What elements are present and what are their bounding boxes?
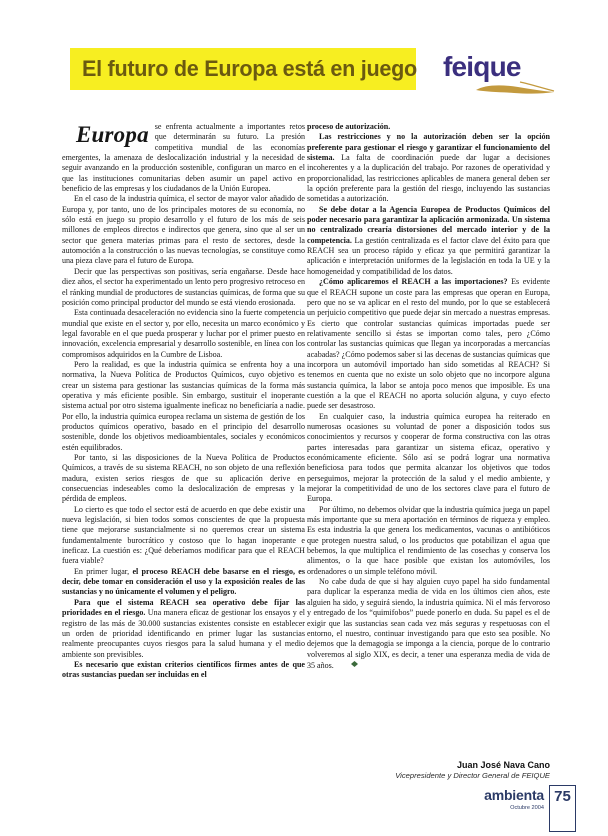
body-text: La gestión centralizada es el factor clave del éxito para que REACH sea un proceso rápido y eficaz ya que permitirá garantizar la aplicación e interpretación uniformes de la legislación en toda la UE y la homogeneidad y compatibilidad de los datos. — [307, 235, 550, 276]
article-paragraph — [62, 598, 305, 660]
emphasis-text: el proceso REACH debe basarse en el riesgo, es decir, debe tomar en consideración el uso y la exposición reales de las sustancias y no únicamente el volumen y el peligro. — [62, 566, 305, 597]
end-of-article-icon — [339, 660, 346, 666]
article-paragraph — [62, 360, 305, 453]
article-paragraph — [307, 412, 550, 505]
feique-wordmark: feique — [443, 51, 521, 82]
page-title: El futuro de Europa está en juego — [82, 56, 417, 81]
body-text: Es evidente que el REACH supone un coste para las empresas que operan en Europa, pero que no se va aplicar en el resto del mundo, por lo que se establecerá un perjuicio competitivo que puede dejar sin mercado a nuestras empresas. Es cierto que controlar sustancias químicas importadas puede ser relativamente sencillo si éstas se importan como tales, pero ¿Cómo controlar las sustancias químicas que llegan ya incorporadas a mercancías acabadas? ¿Cómo podemos saber si las decenas de sustancias químicas que incorpora un automóvil importado han sido sometidas al REACH? Si tenemos en cuenta que no existe un solo objeto que no incorpore alguna sustancia química, la labor se antoja poco menos que imposible. Es una cuestión a la que el REACH no aporta solución alguna, y cuyo efecto puede ser desastroso. — [307, 277, 550, 411]
emphasis-text: proceso de autorización. — [307, 122, 391, 131]
body-text: Decir que las perspectivas son positivas, sería engañarse. Desde hace diez años, el sector ha experimentado un lento pero progresivo retroceso en el ránking mundial de productores de sustancias químicas, de forma que su posición como principal productor del mundo se está viendo erosionada. — [62, 266, 305, 307]
emphasis-text: Se debe dotar a la Agencia Europea de Productos Químicos del poder necesario para garantizar la aplicación armonizada. Un sistema no centralizado crearía distorsiones del mercado interior y de la competencia. — [307, 204, 550, 245]
swoosh-icon — [474, 79, 556, 95]
article-column-left — [62, 122, 305, 681]
body-text: Por tanto, si las disposiciones de la Nueva Política de Productos Químicos, a través de su sistema REACH, no son objeto de una reflexión madura, existen serios riesgos de que su aplicación derive en consecuencias indeseables como la deslocalización de empresas y la pérdida de empleos. — [62, 453, 305, 504]
article-paragraph — [307, 132, 550, 204]
author-signature — [307, 760, 550, 781]
body-text: No cabe duda de que si hay alguien cuyo papel ha sido fundamental para duplicar la esperanza media de vida en los últimos cien años, este alguien ha sido, y seguirá siendo, la industria química. Ni el más fervoroso y entregado de los “quimifobos” puede ponerlo en duda. Su papel es el de exigir que las sustancias sean cada vez más seguras y respetuosas con el entorno, el nuestro, continuar investigando para que esto sea posible. No dejemos que la demagogia se imponga a la ciencia, porque de lo contrario volveremos al siglo XIX, es decir, a tener una esperanza media de vida de 35 años. — [307, 577, 550, 670]
article-paragraph — [62, 453, 305, 505]
feique-logo — [443, 52, 561, 98]
article-paragraph — [307, 205, 550, 277]
emphasis-text: Es necesario que existan criterios científicos firmes antes de que otras sustancias puedan ser incluidas en el — [62, 659, 305, 680]
emphasis-text: ¿Cómo aplicaremos el REACH a las importaciones? — [319, 277, 512, 287]
article-paragraph — [62, 122, 305, 194]
title-banner — [70, 48, 416, 90]
body-text: Pero la realidad, es que la industria química se enfrenta hoy a una normativa, la Nueva Política de Productos Químicos, cuyo objetivo es crear un sistema para gestionar las sustancias químicas de la forma más operativa y más eficiente posible. Sin embargo, sustituir el inoperante sistema actual por otro sistema igualmente ineficaz no beneficiaría a nadie. Por ello, la industria química europea reclama un sistema de gestión de los productos químicos operativo, basado en el principio del desarrollo sostenible, donde los objetivos medioambientales, sociales y económicos estén equilibrados. — [62, 359, 305, 452]
body-text: Esta continuada desaceleración no evidencia sino la fuerte competencia mundial que existe en el sector y, por ello, necesita un marco económico y legal favorable en el que pueda prosperar y luchar por el primer puesto en innovación, excelencia empresarial y desarrollo sostenible, en línea con los compromisos adquiridos en la Cumbre de Lisboa. — [62, 308, 305, 359]
body-text: Por último, no debemos olvidar que la industria química juega un papel más importante que su mera aportación en términos de riqueza y empleo. Es esta industria la que genera los medicamentos, vacunas o antibióticos que protegen nuestra salud, o los productos que potabilizan el agua que bebemos, la que multiplica el rendimiento de las cosechas y conserva los alimentos, o la que hace posible que existan los automóviles, los ordenadores o un simple teléfono móvil. — [307, 504, 550, 576]
article-paragraph — [62, 267, 305, 308]
page-header — [0, 0, 608, 110]
body-text: En cualquier caso, la industria química europea ha reiterado en numerosas ocasiones su voluntad de poner a disposición todos sus conocimientos y recursos y cooperar de forma constructiva con las otras partes interesadas para garantizar un sistema eficaz, operativo y económicamente eficiente. Sólo así se podrá lograr una normativa beneficiosa para todos que permita alcanzar los objetivos que todos perseguimos, mejorar la protección de la salud y el medio ambiente, y mejorar la competitividad de uno de los sectores clave para el futuro de Europa. — [307, 411, 550, 504]
body-text: Una manera eficaz de gestionar los ensayos y el registro de las más de 30.000 sustancias existentes consiste en establecer un orden de prioridad identificando en primer lugar las sustancias realmente preocupantes cuyos riesgos para la salud humana y el medio ambiente son previsibles. — [62, 608, 306, 659]
article-paragraph — [307, 277, 550, 411]
article-paragraph — [307, 505, 550, 577]
article-paragraph — [62, 505, 305, 567]
article-paragraph — [307, 122, 550, 132]
footer-brand-block — [484, 788, 544, 812]
article-paragraph — [62, 660, 305, 681]
author-name: Juan José Nava Cano — [456, 760, 550, 770]
body-text: En el caso de la industria química, el sector de mayor valor añadido de Europa y, por tanto, uno de los principales motores de su economía, no sólo está en juego su propio desarrollo y el futuro de los más de seis millones de empleos directos e indirectos que genera, sino que al ser un sector que genera materias primas para el resto de sectores, desde la automoción a la construcción o las nuevas tecnologías, se constituye como una pieza clave para el futuro de Europa. — [62, 194, 305, 266]
article-paragraph — [307, 577, 550, 671]
article-paragraph — [62, 194, 305, 266]
article-column-right — [307, 122, 550, 671]
author-role: Vicepresidente y Director General de FEIQUE — [395, 771, 550, 780]
page-footer — [466, 788, 578, 836]
issue-date: Octubre 2004 — [510, 805, 544, 811]
body-text: En primer lugar, — [74, 566, 133, 576]
article-paragraph — [62, 567, 305, 598]
magazine-brand: ambienta — [484, 787, 544, 803]
body-text: Lo cierto es que todo el sector está de acuerdo en que debe existir una nueva legislación, si bien todos somos conscientes de que la propuesta tiene que mejorarse sustancialmente si no queremos crear un sistema fundamentalmente burocrático y costoso que lo hagan inoperante e ineficaz. La cuestión es: ¿Qué deberíamos modificar para que el REACH fuera viable? — [62, 504, 305, 566]
dropcap-word: Europa — [76, 122, 149, 147]
page-number-box — [549, 785, 576, 832]
emphasis-text: Las restricciones y no la autorización deben ser la opción preferente para gestionar el riesgo y garantizar el funcionamiento del sistema. — [307, 132, 550, 163]
body-text: se enfrenta actualmente a importantes retos que determinarán su futuro. La presión competitiva mundial de las economías emergentes, la amenaza de deslocalización industrial y la necesidad de seguir avanzando en la producción sostenible, configuran un marco en el que las instituciones comunitarias deben asumir un papel activo en beneficio de las empresas y los ciudadanos de la Unión Europea. — [62, 122, 305, 194]
body-text: La falta de coordinación puede dar lugar a decisiones incoherentes y a la duplicación del trabajo. Por razones de operatividad y proporcionalidad, las restricciones aplicables de manera general deben ser la opción preferente para la gestión del riesgo, incluyendo las sustancias sometidas a autorización. — [307, 153, 550, 204]
page-number: 75 — [554, 788, 571, 805]
article-paragraph — [62, 308, 305, 360]
emphasis-text: Para que el sistema REACH sea operativo debe fijar las prioridades en el riesgo. — [62, 597, 305, 618]
